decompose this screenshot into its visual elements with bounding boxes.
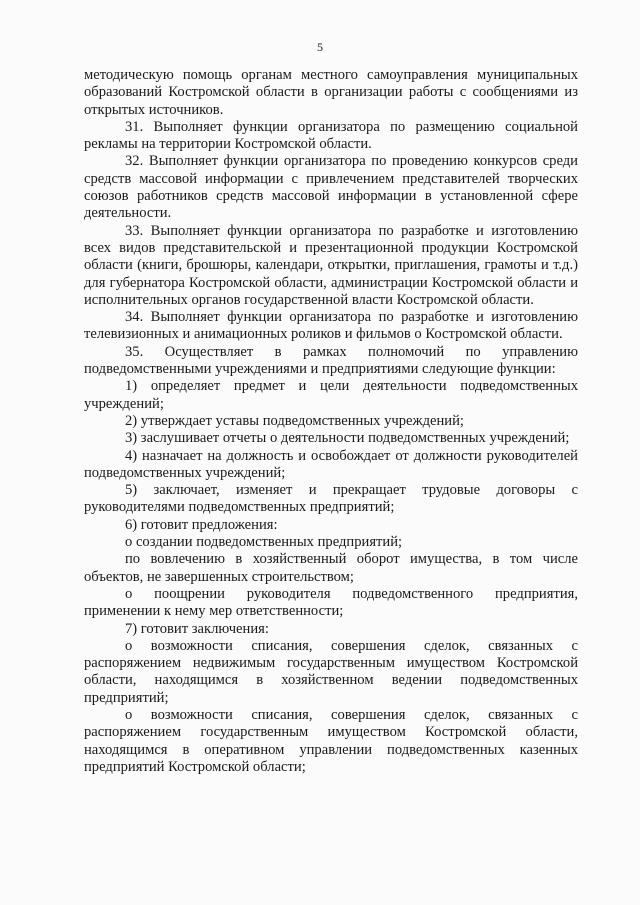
list-item-5: 5) заключает, изменяет и прекращает трудовые договоры с руководителями подведомственных предприятий; (84, 482, 578, 516)
paragraph-0: методическую помощь органам местного самоуправления муниципальных образований Костромской области в организации работы с сообщениями из открытых источников. (84, 67, 578, 118)
list-item-7: 7) готовит заключения: (125, 620, 269, 637)
paragraph-31: 31. Выполняет функции организатора по размещению социальной рекламы на территории Костромской области. (84, 118, 578, 153)
document-body (84, 67, 578, 776)
sub-item-6-2: по вовлечению в хозяйственный оборот имущества, в том числе объектов, не завершенных строительством; (84, 551, 578, 585)
sub-item-6-1: о создании подведомственных предприятий; (125, 534, 403, 551)
paragraph-35: 35. Осуществляет в рамках полномочий по управлению подведомственными учреждениями и предприятиями следующие функции: (84, 343, 578, 378)
list-item-6: 6) готовит предложения: (125, 516, 278, 533)
list-item-1: 1) определяет предмет и цели деятельности подведомственных учреждений; (84, 378, 578, 412)
page-number: 5 (317, 40, 323, 54)
sub-item-7-2: о возможности списания, совершения сделок, связанных с распоряжением государственным имуществом Костромской области, находящимся в оперативном управлении подведомственных казенных предприятий Костромской области; (84, 706, 578, 775)
list-item-4: 4) назначает на должность и освобождает от должности руководителей подведомственных учреждений; (84, 447, 578, 481)
paragraph-33: 33. Выполняет функции организатора по разработке и изготовлению всех видов представительской и презентационной продукции Костромской области (книги, брошюры, календари, открытки, приглашения, грамоты и т.д.) для губернатора Костромской области, администрации Костромской области и исполнительных органов государственной власти Костромской области. (84, 222, 578, 308)
list-item-3: 3) заслушивает отчеты о деятельности подведомственных учреждений; (125, 430, 570, 447)
paragraph-32: 32. Выполняет функции организатора по проведению конкурсов среди средств массовой информации с привлечением представителей творческих союзов работников средств массовой информации в установленной сфере деятельности. (84, 153, 578, 222)
sub-item-7-1: о возможности списания, совершения сделок, связанных с распоряжением недвижимым государственным имуществом Костромской области, находящимся в хозяйственном ведении подведомственных предприятий; (84, 637, 578, 706)
sub-item-6-3: о поощрении руководителя подведомственного предприятия, применении к нему мер ответственности; (84, 585, 578, 620)
paragraph-34: 34. Выполняет функции организатора по разработке и изготовлению телевизионных и анимационных роликов и фильмов о Костромской области. (84, 309, 578, 343)
list-item-2: 2) утверждает уставы подведомственных учреждений; (125, 412, 464, 429)
